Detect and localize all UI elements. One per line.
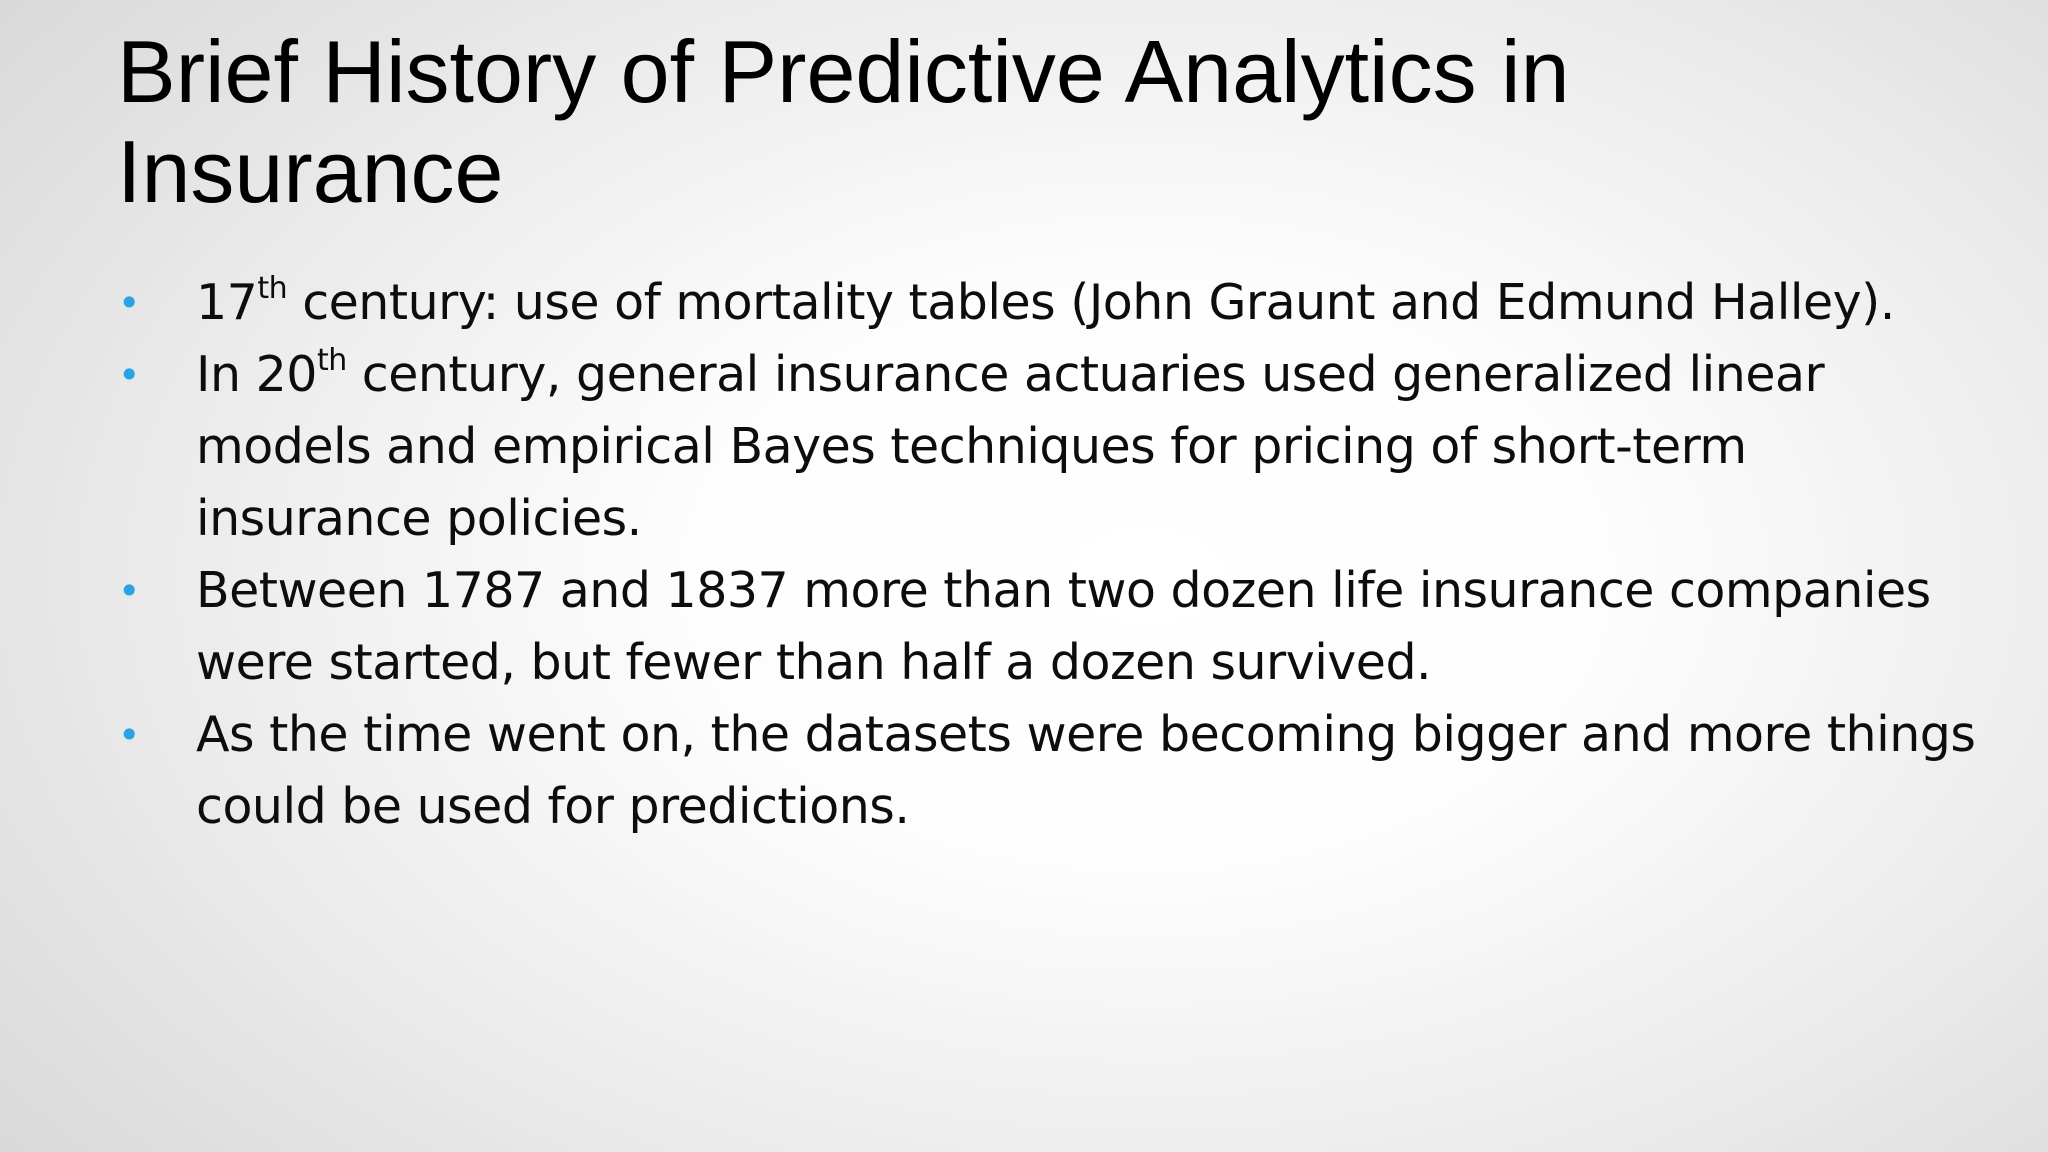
bullet-marker: • xyxy=(118,353,140,397)
bullet-marker: • xyxy=(118,569,140,613)
bullet-text xyxy=(196,342,1825,547)
bullet-text: Between 1787 and 1837 more than two dozen life insurance companies were started, but fewer than half a dozen survived. xyxy=(196,562,1931,691)
ordinal-superscript: th xyxy=(316,342,347,378)
bullet-text-part: In 20 xyxy=(196,346,317,403)
bullet-text-part: century: use of mortality tables (John Graunt and Edmund Halley). xyxy=(287,274,1895,331)
bullet-item xyxy=(0,267,2048,339)
ordinal-superscript: th xyxy=(257,270,288,306)
slide-title: Brief History of Predictive Analytics in Insurance xyxy=(117,22,1570,221)
bullet-list xyxy=(0,267,2048,843)
bullet-item xyxy=(0,339,2048,555)
bullet-text-part: 17 xyxy=(196,274,258,331)
bullet-text-part: century, general insurance actuaries used generalized linear models and empirical Bayes techniques for pricing of short-term insurance policies. xyxy=(196,346,1825,547)
bullet-text: As the time went on, the datasets were becoming bigger and more things could be used for predictions. xyxy=(196,706,1976,835)
bullet-text xyxy=(196,270,1895,331)
bullet-marker: • xyxy=(118,713,140,757)
bullet-item xyxy=(0,699,2048,843)
bullet-marker: • xyxy=(118,281,140,325)
bullet-item xyxy=(0,555,2048,699)
